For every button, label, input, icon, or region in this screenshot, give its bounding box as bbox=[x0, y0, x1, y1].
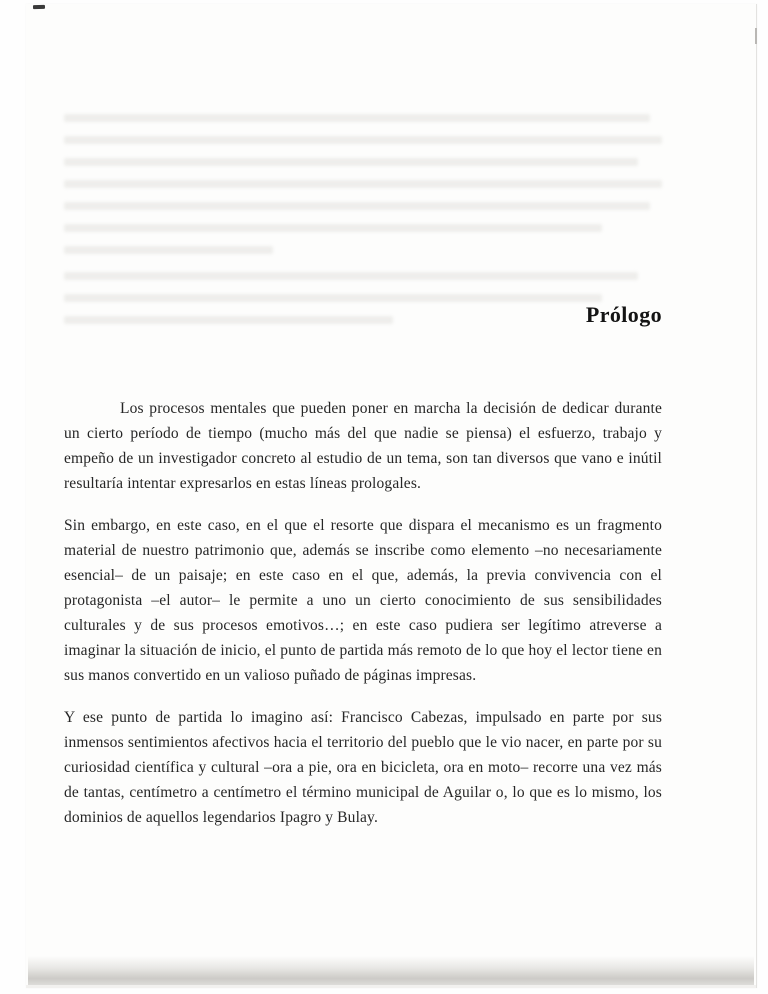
bleedthrough-line bbox=[64, 136, 662, 144]
bleedthrough-line bbox=[64, 114, 650, 122]
paragraph: Y ese punto de partida lo imagino así: Francisco Cabezas, impulsado en parte por sus inmensos sentimientos afectivos hacia el territorio del pueblo que le vio nacer, en parte por su curiosidad científica y cultural –ora a pie, ora en bicicleta, ora en moto– recorre una vez más de tantas, centímetro a centímetro el término municipal de Aguilar o, lo que es lo mismo, los dominios de aquellos legendarios Ipagro y Bulay. bbox=[64, 709, 662, 826]
bleedthrough-line bbox=[64, 158, 638, 166]
scan-artifact-mark bbox=[755, 28, 757, 44]
bleedthrough-text-upper bbox=[64, 114, 662, 268]
bleedthrough-line bbox=[64, 294, 602, 302]
paragraph: Los procesos mentales que pueden poner en marcha la decisión de dedicar durante un cierto período de tiempo (mucho más del que nadie se piensa) el esfuerzo, trabajo y empeño de un investigador concreto al estudio de un tema, son tan diversos que vano e inútil resultaría intentar expresarlos en estas líneas prologales. bbox=[64, 400, 662, 492]
paragraph: Sin embargo, en este caso, en el que el resorte que dispara el mecanismo es un fragmento material de nuestro patrimonio que, además se inscribe como elemento –no necesariamente esencial– de un paisaje; en este caso en el que, además, la previa convivencia con el protagonista –el autor– le permite a uno un cierto conocimiento de sus sensibilidades culturales y de sus procesos emotivos…; en este caso pudiera ser legítimo atreverse a imaginar la situación de inicio, el punto de partida más remoto de lo que hoy el lector tiene en sus manos convertido en un valioso puñado de páginas impresas. bbox=[64, 517, 662, 684]
bleedthrough-line bbox=[64, 224, 602, 232]
bleedthrough-line bbox=[64, 202, 650, 210]
scanned-page bbox=[26, 4, 757, 988]
scan-shadow bbox=[28, 956, 754, 986]
bleedthrough-line bbox=[64, 246, 273, 254]
bleedthrough-line bbox=[64, 180, 662, 188]
page-bottom-edge bbox=[26, 985, 756, 988]
bleedthrough-line bbox=[64, 272, 638, 280]
page-title: Prólogo bbox=[585, 302, 662, 327]
scan-artifact-mark bbox=[33, 5, 45, 9]
body-text-block bbox=[64, 396, 662, 847]
